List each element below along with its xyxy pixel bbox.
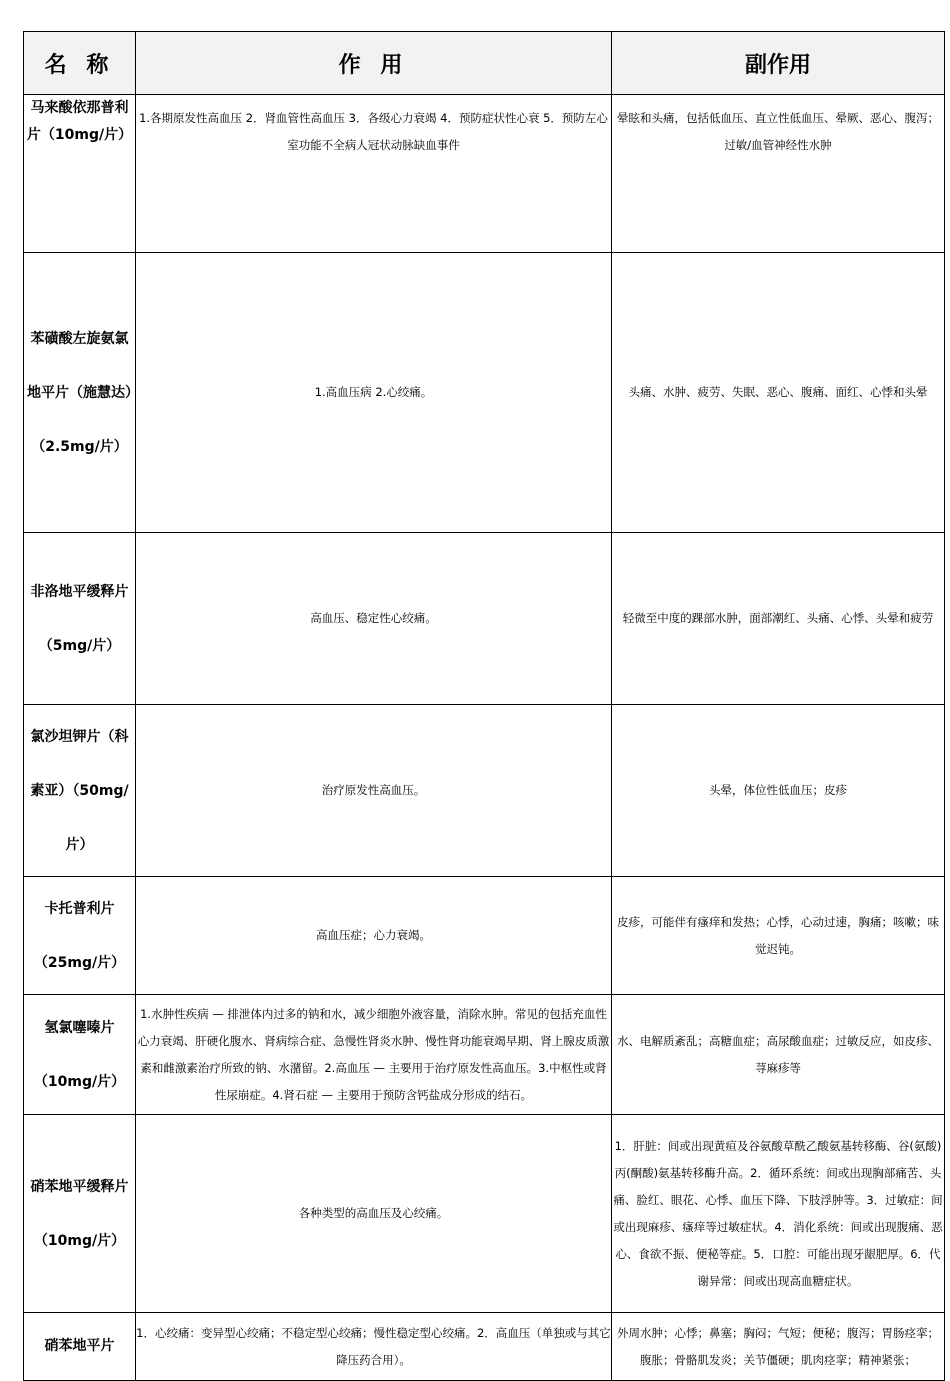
table-header-row xyxy=(24,32,945,95)
drug-name-cell xyxy=(24,1313,136,1381)
drug-name: 硝苯地平片 xyxy=(44,1338,115,1354)
drug-name-cell xyxy=(24,1115,136,1313)
drug-use: 高血压、稳定性心绞痛。 xyxy=(136,533,612,705)
drug-name: 非洛地平缓释片（5mg/片） xyxy=(30,583,129,654)
drug-name: 卡托普利片（25mg/片） xyxy=(33,900,126,971)
drug-use: 1.水肿性疾病 — 排泄体内过多的钠和水，减少细胞外液容量，消除水肿。常见的包括充血性心力衰竭、肝硬化腹水、肾病综合症、急慢性肾炎水肿、慢性肾功能衰竭早期、肾上腺皮质激素和雌激素治疗所致的钠、水潴留。2.高血压 — 主要用于治疗原发性高血压。3.中枢性或肾性尿崩症。4.肾石症 — 主要用于预防含钙盐成分形成的结石。 xyxy=(136,995,612,1115)
drug-name: 氢氯噻嗪片（10mg/片） xyxy=(33,1019,126,1090)
drug-use: 1.各期原发性高血压 2．肾血管性高血压 3．各级心力衰竭 4．预防症状性心衰 5．预防左心室功能不全病人冠状动脉缺血事件 xyxy=(136,95,612,253)
drug-side-effects: 水、电解质紊乱；高糖血症；高尿酸血症；过敏反应，如皮疹、荨麻疹等 xyxy=(612,995,945,1115)
drug-use: 治疗原发性高血压。 xyxy=(136,705,612,877)
drug-use: 1.高血压病 2.心绞痛。 xyxy=(136,253,612,533)
drug-name: 硝苯地平缓释片（10mg/片） xyxy=(30,1178,129,1249)
table-row xyxy=(24,95,945,253)
drug-name-cell xyxy=(24,253,136,533)
table-row xyxy=(24,1313,945,1381)
drug-name: 马来酸依那普利片（10mg/片） xyxy=(26,100,133,143)
drug-side-effects: 头痛、水肿、疲劳、失眠、恶心、腹痛、面红、心悸和头晕 xyxy=(612,253,945,533)
drug-name-cell xyxy=(24,877,136,995)
drug-use: 1．心绞痛：变异型心绞痛；不稳定型心绞痛；慢性稳定型心绞痛。2．高血压（单独或与其它降压药合用）。 xyxy=(136,1313,612,1381)
header-name: 名 称 xyxy=(24,32,136,95)
drug-side-effects: 轻微至中度的踝部水肿，面部潮红、头痛、心悸、头晕和疲劳 xyxy=(612,533,945,705)
drug-name: 氯沙坦钾片（科素亚）（50mg/片） xyxy=(30,728,129,853)
table-row xyxy=(24,533,945,705)
drug-side-effects: 晕眩和头痛，包括低血压、直立性低血压、晕厥、恶心、腹泻；过敏/血管神经性水肿 xyxy=(612,95,945,253)
table-row xyxy=(24,1115,945,1313)
drug-name-cell xyxy=(24,533,136,705)
drug-use: 高血压症；心力衰竭。 xyxy=(136,877,612,995)
drug-side-effects: 头晕，体位性低血压；皮疹 xyxy=(612,705,945,877)
drug-name-cell xyxy=(24,705,136,877)
drug-use: 各种类型的高血压及心绞痛。 xyxy=(136,1115,612,1313)
table-row xyxy=(24,705,945,877)
header-side-effects: 副作用 xyxy=(612,32,945,95)
drug-name-cell xyxy=(24,95,136,253)
drug-side-effects: 皮疹，可能伴有瘙痒和发热；心悸，心动过速，胸痛；咳嗽；味觉迟钝。 xyxy=(612,877,945,995)
table-row xyxy=(24,995,945,1115)
header-use: 作 用 xyxy=(136,32,612,95)
drug-side-effects: 1．肝脏：间或出现黄疸及谷氨酸草酰乙酸氨基转移酶、谷(氨酸)丙(酮酸)氨基转移酶升高。2．循环系统：间或出现胸部痛苦、头痛、脸红、眼花、心悸、血压下降、下肢浮肿等。3．过敏症：间或出现麻疹、瘙痒等过敏症状。4．消化系统：间或出现腹痛、恶心、食欲不振、便秘等症。5．口腔：可能出现牙龈肥厚。6．代谢异常：间或出现高血糖症状。 xyxy=(612,1115,945,1313)
table-row xyxy=(24,253,945,533)
drug-name-cell xyxy=(24,995,136,1115)
drug-name: 苯磺酸左旋氨氯地平片（施慧达）（2.5mg/片） xyxy=(27,330,132,455)
drug-table xyxy=(23,31,945,1381)
drug-side-effects: 外周水肿；心悸；鼻塞；胸闷；气短；便秘；腹泻；胃肠痉挛；腹胀；骨骼肌发炎；关节僵硬；肌肉痉挛；精神紧张； xyxy=(612,1313,945,1381)
table-row xyxy=(24,877,945,995)
